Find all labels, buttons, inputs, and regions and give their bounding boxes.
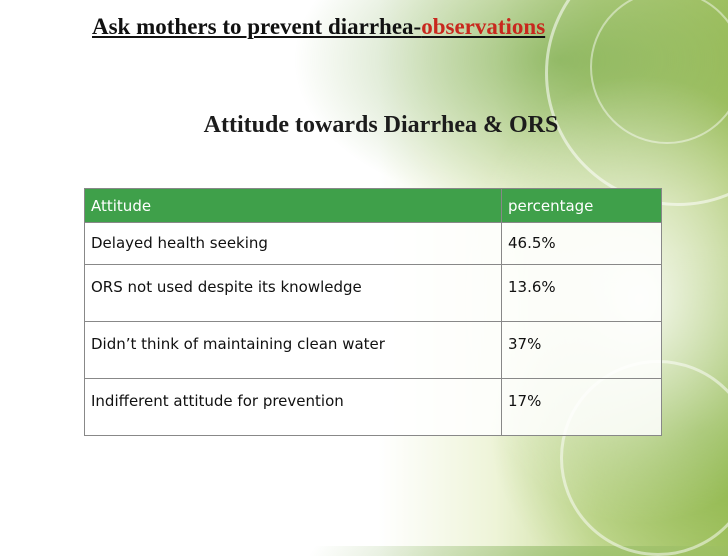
- slide-title: [92, 14, 545, 40]
- percentage-cell: 17%: [502, 379, 662, 436]
- attitude-cell: Delayed health seeking: [85, 223, 502, 265]
- table-row: [85, 265, 662, 322]
- table-header-row: [85, 189, 662, 223]
- attitude-cell: ORS not used despite its knowledge: [85, 265, 502, 322]
- slide-subtitle: Attitude towards Diarrhea & ORS: [203, 112, 559, 138]
- attitude-table: [84, 188, 662, 436]
- table-row: [85, 223, 662, 265]
- attitude-cell: Didn’t think of maintaining clean water: [85, 322, 502, 379]
- slide-title-accent: observations: [421, 14, 546, 39]
- percentage-cell: 46.5%: [502, 223, 662, 265]
- percentage-cell: 13.6%: [502, 265, 662, 322]
- slide-title-main: Ask mothers to prevent diarrhea-: [92, 14, 422, 39]
- percentage-cell: 37%: [502, 322, 662, 379]
- attitude-cell: Indifferent attitude for prevention: [85, 379, 502, 436]
- header-attitude: Attitude: [85, 189, 502, 223]
- table-row: [85, 379, 662, 436]
- header-percentage: percentage: [502, 189, 662, 223]
- table-row: [85, 322, 662, 379]
